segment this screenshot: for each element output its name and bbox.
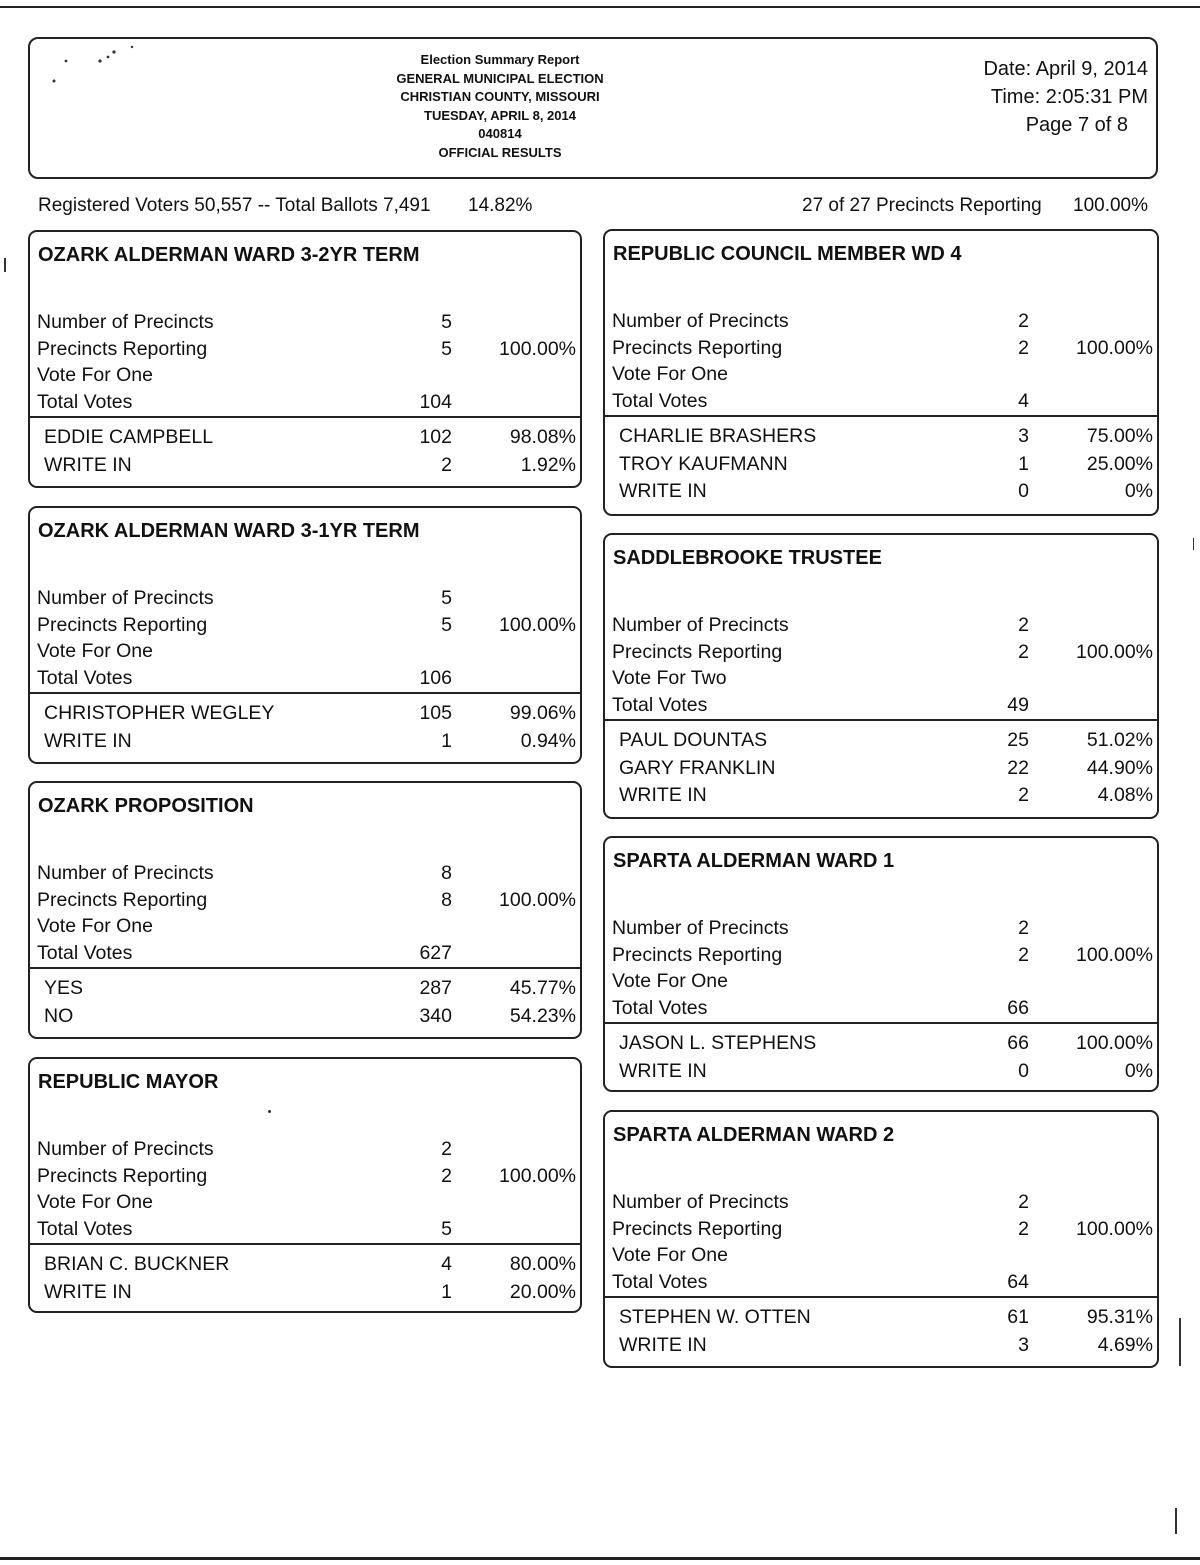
candidate-name: WRITE IN <box>44 1280 132 1303</box>
stat-label: Vote For One <box>37 1191 153 1213</box>
candidate-name: WRITE IN <box>619 1059 707 1082</box>
stat-row <box>30 389 580 415</box>
stat-label: Precincts Reporting <box>37 613 208 636</box>
stat-percent: 100.00% <box>499 1164 576 1187</box>
results-divider <box>605 719 1157 721</box>
stat-row <box>30 638 580 664</box>
race-sparta-alderman-ward2 <box>603 1110 1159 1368</box>
county-name: CHRISTIAN COUNTY, MISSOURI <box>400 89 600 104</box>
candidate-row <box>30 700 580 726</box>
stat-label: Total Votes <box>612 693 708 716</box>
report-meta <box>983 55 1148 139</box>
stat-label: Total Votes <box>612 1270 708 1293</box>
stat-row <box>30 665 580 691</box>
stat-row <box>605 612 1157 638</box>
race-title: REPUBLIC COUNCIL MEMBER WD 4 <box>613 243 962 265</box>
stat-row <box>605 1189 1157 1215</box>
candidate-name: WRITE IN <box>619 480 707 502</box>
stat-row <box>30 940 580 966</box>
stat-row <box>30 585 580 611</box>
report-title-block <box>330 51 670 162</box>
race-title: SADDLEBROOKE TRUSTEE <box>613 547 882 569</box>
stat-row <box>605 361 1157 387</box>
stat-row <box>30 860 580 886</box>
stat-value: 2 <box>1018 336 1029 359</box>
candidate-name: BRIAN C. BUCKNER <box>44 1253 230 1275</box>
candidate-row <box>605 478 1157 504</box>
race-title: OZARK PROPOSITION <box>38 795 254 817</box>
stat-label: Vote For One <box>612 363 728 385</box>
stat-label: Total Votes <box>37 390 133 413</box>
stat-row <box>605 995 1157 1021</box>
election-code: 040814 <box>478 126 522 141</box>
stat-label: Precincts Reporting <box>612 640 783 663</box>
scan-mark <box>268 1110 271 1113</box>
candidate-votes: 66 <box>1007 1032 1029 1054</box>
stat-row <box>605 388 1157 414</box>
precincts-reporting-summary: 27 of 27 Precincts Reporting <box>802 195 1042 216</box>
stat-row <box>605 942 1157 968</box>
turnout-percent: 14.82% <box>468 195 533 216</box>
scan-mark <box>4 258 6 272</box>
report-title: Election Summary Report <box>420 52 580 67</box>
stat-value: 5 <box>441 587 452 609</box>
candidate-percent: 51.02% <box>1086 729 1153 751</box>
scan-mark <box>1175 1508 1177 1534</box>
candidate-row <box>30 975 580 1001</box>
candidate-votes: 22 <box>1007 756 1029 779</box>
candidate-percent: 45.77% <box>509 977 576 999</box>
candidate-percent: 98.08% <box>509 426 576 448</box>
candidate-percent: 4.69% <box>1097 1333 1153 1356</box>
stat-label: Total Votes <box>612 996 708 1019</box>
race-ozark-alderman-ward3-2yr <box>28 230 582 488</box>
candidate-votes: 105 <box>419 702 452 724</box>
candidate-percent: 99.06% <box>509 702 576 724</box>
stat-row <box>605 968 1157 994</box>
candidate-percent: 0% <box>1124 480 1153 502</box>
stat-label: Precincts Reporting <box>612 1217 783 1240</box>
candidate-votes: 2 <box>441 453 452 476</box>
scan-mark <box>1179 1318 1181 1366</box>
candidate-votes: 102 <box>419 426 452 448</box>
stat-value: 2 <box>1018 917 1029 939</box>
stat-row <box>605 692 1157 718</box>
candidate-votes: 340 <box>419 1004 452 1027</box>
stat-value: 5 <box>441 337 452 360</box>
stat-percent: 100.00% <box>499 337 576 360</box>
results-divider <box>30 1243 580 1245</box>
race-title: SPARTA ALDERMAN WARD 1 <box>613 850 895 872</box>
stat-row <box>30 1216 580 1242</box>
stat-label: Precincts Reporting <box>612 336 783 359</box>
candidate-percent: 75.00% <box>1086 425 1153 447</box>
candidate-votes: 61 <box>1007 1306 1029 1328</box>
scan-mark <box>1193 538 1194 550</box>
stat-value: 8 <box>441 862 452 884</box>
candidate-percent: 100.00% <box>1076 1032 1153 1054</box>
registered-voters-summary: Registered Voters 50,557 -- Total Ballots 7,491 <box>38 195 431 216</box>
candidate-percent: 25.00% <box>1086 452 1153 475</box>
candidate-row <box>30 1003 580 1029</box>
stat-percent: 100.00% <box>1076 1217 1153 1240</box>
stat-row <box>30 1136 580 1162</box>
results-divider <box>30 416 580 418</box>
stat-row <box>605 1269 1157 1295</box>
race-republic-mayor <box>28 1057 582 1313</box>
candidate-name: WRITE IN <box>619 1333 707 1356</box>
candidate-name: YES <box>44 977 84 999</box>
candidate-name: CHARLIE BRASHERS <box>619 425 817 447</box>
stat-percent: 100.00% <box>1076 640 1153 663</box>
stat-value: 2 <box>441 1138 452 1160</box>
candidate-name: TROY KAUFMANN <box>619 452 788 475</box>
page-number: Page 7 of 8 <box>1025 114 1128 136</box>
candidate-votes: 4 <box>441 1253 452 1275</box>
candidate-row <box>605 1030 1157 1056</box>
results-divider <box>30 692 580 694</box>
candidate-row <box>605 1058 1157 1084</box>
candidate-votes: 25 <box>1007 729 1029 751</box>
candidate-percent: 20.00% <box>509 1280 576 1303</box>
candidate-percent: 0% <box>1124 1059 1153 1082</box>
candidate-row <box>605 423 1157 449</box>
stat-percent: 100.00% <box>499 888 576 911</box>
stat-row <box>605 308 1157 334</box>
candidate-name: JASON L. STEPHENS <box>619 1032 817 1054</box>
candidate-row <box>605 755 1157 781</box>
candidate-row <box>30 1251 580 1277</box>
results-divider <box>30 967 580 969</box>
stat-label: Vote For Two <box>612 667 727 689</box>
precincts-reporting-percent: 100.00% <box>1073 195 1149 216</box>
candidate-name: WRITE IN <box>44 729 132 752</box>
stat-value: 66 <box>1007 996 1029 1019</box>
stat-label: Number of Precincts <box>37 587 214 609</box>
race-title: REPUBLIC MAYOR <box>38 1071 219 1093</box>
candidate-votes: 3 <box>1018 1333 1029 1356</box>
stat-percent: 100.00% <box>499 613 576 636</box>
stat-value: 627 <box>419 941 452 964</box>
race-republic-council-wd4 <box>603 229 1159 516</box>
candidate-row <box>605 1304 1157 1330</box>
candidate-votes: 1 <box>441 1280 452 1303</box>
stat-label: Vote For One <box>37 640 153 662</box>
candidate-votes: 0 <box>1018 480 1029 502</box>
stat-label: Precincts Reporting <box>612 943 783 966</box>
candidate-name: CHRISTOPHER WEGLEY <box>44 702 275 724</box>
results-status: OFFICIAL RESULTS <box>438 144 562 160</box>
candidate-row <box>30 424 580 450</box>
stat-value: 2 <box>1018 614 1029 636</box>
stat-label: Number of Precincts <box>37 311 214 333</box>
candidate-name: PAUL DOUNTAS <box>619 729 768 751</box>
stat-value: 2 <box>1018 1191 1029 1213</box>
stat-row <box>30 612 580 638</box>
stat-label: Vote For One <box>612 970 728 992</box>
candidate-name: GARY FRANKLIN <box>619 756 776 779</box>
candidate-name: WRITE IN <box>44 453 132 476</box>
candidate-row <box>605 727 1157 753</box>
candidate-votes: 2 <box>1018 784 1029 806</box>
candidate-name: STEPHEN W. OTTEN <box>619 1306 811 1328</box>
candidate-votes: 1 <box>1018 452 1029 475</box>
election-name: GENERAL MUNICIPAL ELECTION <box>396 70 604 86</box>
stat-label: Total Votes <box>37 941 133 964</box>
race-ozark-alderman-ward3-1yr <box>28 506 582 764</box>
candidate-percent: 0.94% <box>520 729 576 752</box>
stat-row <box>605 1216 1157 1242</box>
stat-label: Number of Precincts <box>612 614 789 636</box>
stat-label: Total Votes <box>37 666 133 689</box>
candidate-percent: 54.23% <box>509 1004 576 1027</box>
stat-value: 2 <box>1018 943 1029 966</box>
stat-label: Total Votes <box>612 389 708 412</box>
stat-label: Vote For One <box>37 915 153 937</box>
stat-value: 5 <box>441 311 452 333</box>
race-title: SPARTA ALDERMAN WARD 2 <box>613 1124 895 1146</box>
stat-row <box>30 1163 580 1189</box>
candidate-name: NO <box>44 1004 74 1027</box>
stat-label: Number of Precincts <box>37 1138 214 1160</box>
results-divider <box>605 1022 1157 1024</box>
candidate-row <box>605 451 1157 477</box>
candidate-percent: 95.31% <box>1086 1306 1153 1328</box>
candidate-name: EDDIE CAMPBELL <box>44 426 214 448</box>
stat-row <box>605 335 1157 361</box>
candidate-percent: 1.92% <box>520 453 576 476</box>
race-saddlebrooke-trustee <box>603 533 1159 819</box>
stat-value: 8 <box>441 888 452 911</box>
stat-label: Precincts Reporting <box>37 1164 208 1187</box>
stat-row <box>30 336 580 362</box>
report-date: Date: April 9, 2014 <box>983 58 1148 80</box>
stat-label: Precincts Reporting <box>37 888 208 911</box>
candidate-percent: 44.90% <box>1086 756 1153 779</box>
election-date: TUESDAY, APRIL 8, 2014 <box>424 107 576 123</box>
page-bottom-edge <box>0 1557 1200 1560</box>
stat-row <box>605 639 1157 665</box>
candidate-name: WRITE IN <box>619 784 707 806</box>
stat-value: 4 <box>1018 389 1029 412</box>
candidate-row <box>30 452 580 478</box>
stat-label: Number of Precincts <box>612 917 789 939</box>
race-sparta-alderman-ward1 <box>603 836 1159 1092</box>
stat-value: 5 <box>441 1217 452 1240</box>
stat-row <box>30 309 580 335</box>
stat-row <box>605 1242 1157 1268</box>
candidate-row <box>30 728 580 754</box>
stat-value: 49 <box>1007 693 1029 716</box>
candidate-row <box>30 1279 580 1305</box>
stat-label: Number of Precincts <box>612 1191 789 1213</box>
stat-label: Precincts Reporting <box>37 337 208 360</box>
stat-row <box>30 887 580 913</box>
stat-percent: 100.00% <box>1076 336 1153 359</box>
candidate-percent: 4.08% <box>1097 784 1153 806</box>
race-title: OZARK ALDERMAN WARD 3-1YR TERM <box>38 520 420 542</box>
stat-value: 64 <box>1007 1270 1029 1293</box>
page-top-edge <box>0 0 1200 8</box>
stat-value: 2 <box>441 1164 452 1187</box>
scan-specks <box>50 39 170 89</box>
stat-percent: 100.00% <box>1076 943 1153 966</box>
candidate-percent: 80.00% <box>509 1253 576 1275</box>
stat-row <box>30 362 580 388</box>
stat-value: 5 <box>441 613 452 636</box>
race-ozark-proposition <box>28 781 582 1039</box>
stat-value: 104 <box>419 390 452 413</box>
stat-label: Total Votes <box>37 1217 133 1240</box>
candidate-votes: 0 <box>1018 1059 1029 1082</box>
stat-value: 2 <box>1018 1217 1029 1240</box>
stat-label: Vote For One <box>612 1244 728 1266</box>
report-header <box>28 37 1158 179</box>
stat-row <box>30 1189 580 1215</box>
stat-label: Number of Precincts <box>37 862 214 884</box>
candidate-votes: 3 <box>1018 425 1029 447</box>
candidate-votes: 287 <box>419 977 452 999</box>
stat-row <box>605 915 1157 941</box>
candidate-votes: 1 <box>441 729 452 752</box>
stat-label: Vote For One <box>37 364 153 386</box>
stat-value: 106 <box>419 666 452 689</box>
race-title: OZARK ALDERMAN WARD 3-2YR TERM <box>38 244 420 266</box>
candidate-row <box>605 782 1157 808</box>
stat-value: 2 <box>1018 310 1029 332</box>
results-divider <box>605 415 1157 417</box>
results-divider <box>605 1296 1157 1298</box>
stat-row <box>605 665 1157 691</box>
candidate-row <box>605 1332 1157 1358</box>
stat-value: 2 <box>1018 640 1029 663</box>
stat-row <box>30 913 580 939</box>
stat-label: Number of Precincts <box>612 310 789 332</box>
report-time: Time: 2:05:31 PM <box>990 86 1148 108</box>
